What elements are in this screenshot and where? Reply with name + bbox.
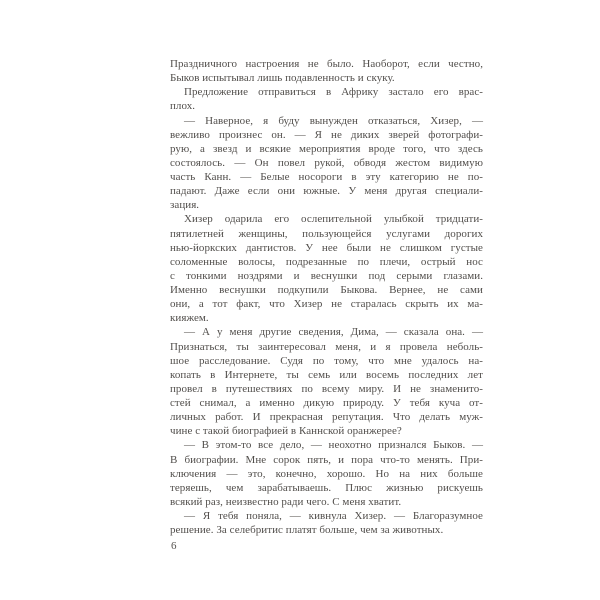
text-line: часть Канн. — Белые носороги в эту категорию не по-: [170, 171, 483, 183]
text-line: вежливо произнес он. — Я не диких зверей фотографи-: [170, 128, 483, 141]
text-line: шое расследование. Судя по тому, что мне удалось на-: [170, 354, 483, 367]
text-line: Праздничного настроения не было. Наоборот, если честно,: [170, 58, 483, 70]
text-line: нью-йоркских дантистов. У нее были не слишком густые: [170, 241, 483, 254]
paragraph: [170, 509, 483, 537]
text-line: — Я тебя поняла, — кивнула Хизер. — Благоразумное: [184, 510, 483, 522]
paragraph: [170, 325, 483, 438]
text-line: пятилетней женщины, пользующейся услугами дорогих: [170, 227, 483, 240]
paragraph: [170, 438, 483, 509]
text-line: Предложение отправиться в Африку застало его врас-: [184, 86, 483, 99]
text-line: Быков испытывал лишь подавленность и скуку.: [170, 72, 395, 85]
text-line: решение. За селебритис платят больше, чем за животных.: [170, 524, 444, 537]
text-line: плох.: [170, 100, 196, 113]
paragraph: [170, 212, 483, 325]
text-line: провел в путешествиях по всему миру. И не знаменито-: [170, 382, 483, 395]
text-line: копать в Интернете, ты семь или восемь последних лет: [170, 368, 483, 381]
text-line: Хизер одарила его ослепительной улыбкой тридцати-: [184, 213, 483, 226]
text-line: личных работ. И прекрасная репутация. Что делать муж-: [170, 411, 483, 424]
text-line: Именно веснушки подкупили Быкова. Вернее, не сами: [170, 284, 483, 296]
text-line: В биографии. Мне сорок пять, и пора что-то менять. При-: [170, 453, 483, 466]
text-block: [170, 57, 483, 537]
text-line: — В этом-то все дело, — неохотно признался Быков. —: [184, 439, 483, 452]
text-line: стей снимал, а именно дикую природу. У тебя куча от-: [170, 397, 483, 409]
page-number: 6: [171, 540, 177, 552]
text-line: падают. Даже если они южные. У меня другая специали-: [170, 185, 483, 198]
text-line: зация.: [170, 199, 200, 212]
text-line: соломенные волосы, подрезанные по плечи, острый нос: [170, 255, 483, 268]
text-line: они, а тот факт, что Хизер не старалась скрыть их ма-: [170, 298, 483, 311]
text-line: всякий раз, неизвестно ради чего. С меня хватит.: [170, 495, 402, 508]
text-line: Признаться, ты заинтересовал меня, и я провела неболь-: [170, 340, 483, 353]
text-line: с тонкими ноздрями и веснушки под серыми глазами.: [170, 269, 483, 282]
text-line: рую, а звезд и всякие мероприятия вроде того, что здесь: [170, 142, 483, 155]
text-line: состоялось. — Он повел рукой, обводя жестом видимую: [170, 156, 483, 169]
text-line: ключения — это, конечно, хорошо. Но на них больше: [170, 467, 483, 480]
paragraph: [170, 57, 483, 85]
text-line: чине с такой биографией в Каннской оранжерее?: [170, 425, 402, 438]
text-line: — А у меня другие сведения, Дима, — сказала она. —: [184, 326, 483, 339]
text-line: теряешь, чем зарабатываешь. Плюс жизнью рискуешь: [170, 481, 483, 494]
text-line: — Наверное, я буду вынужден отказаться, Хизер, —: [184, 114, 483, 127]
paragraph: [170, 114, 483, 213]
text-line: кияжем.: [170, 312, 209, 325]
paragraph: [170, 85, 483, 113]
